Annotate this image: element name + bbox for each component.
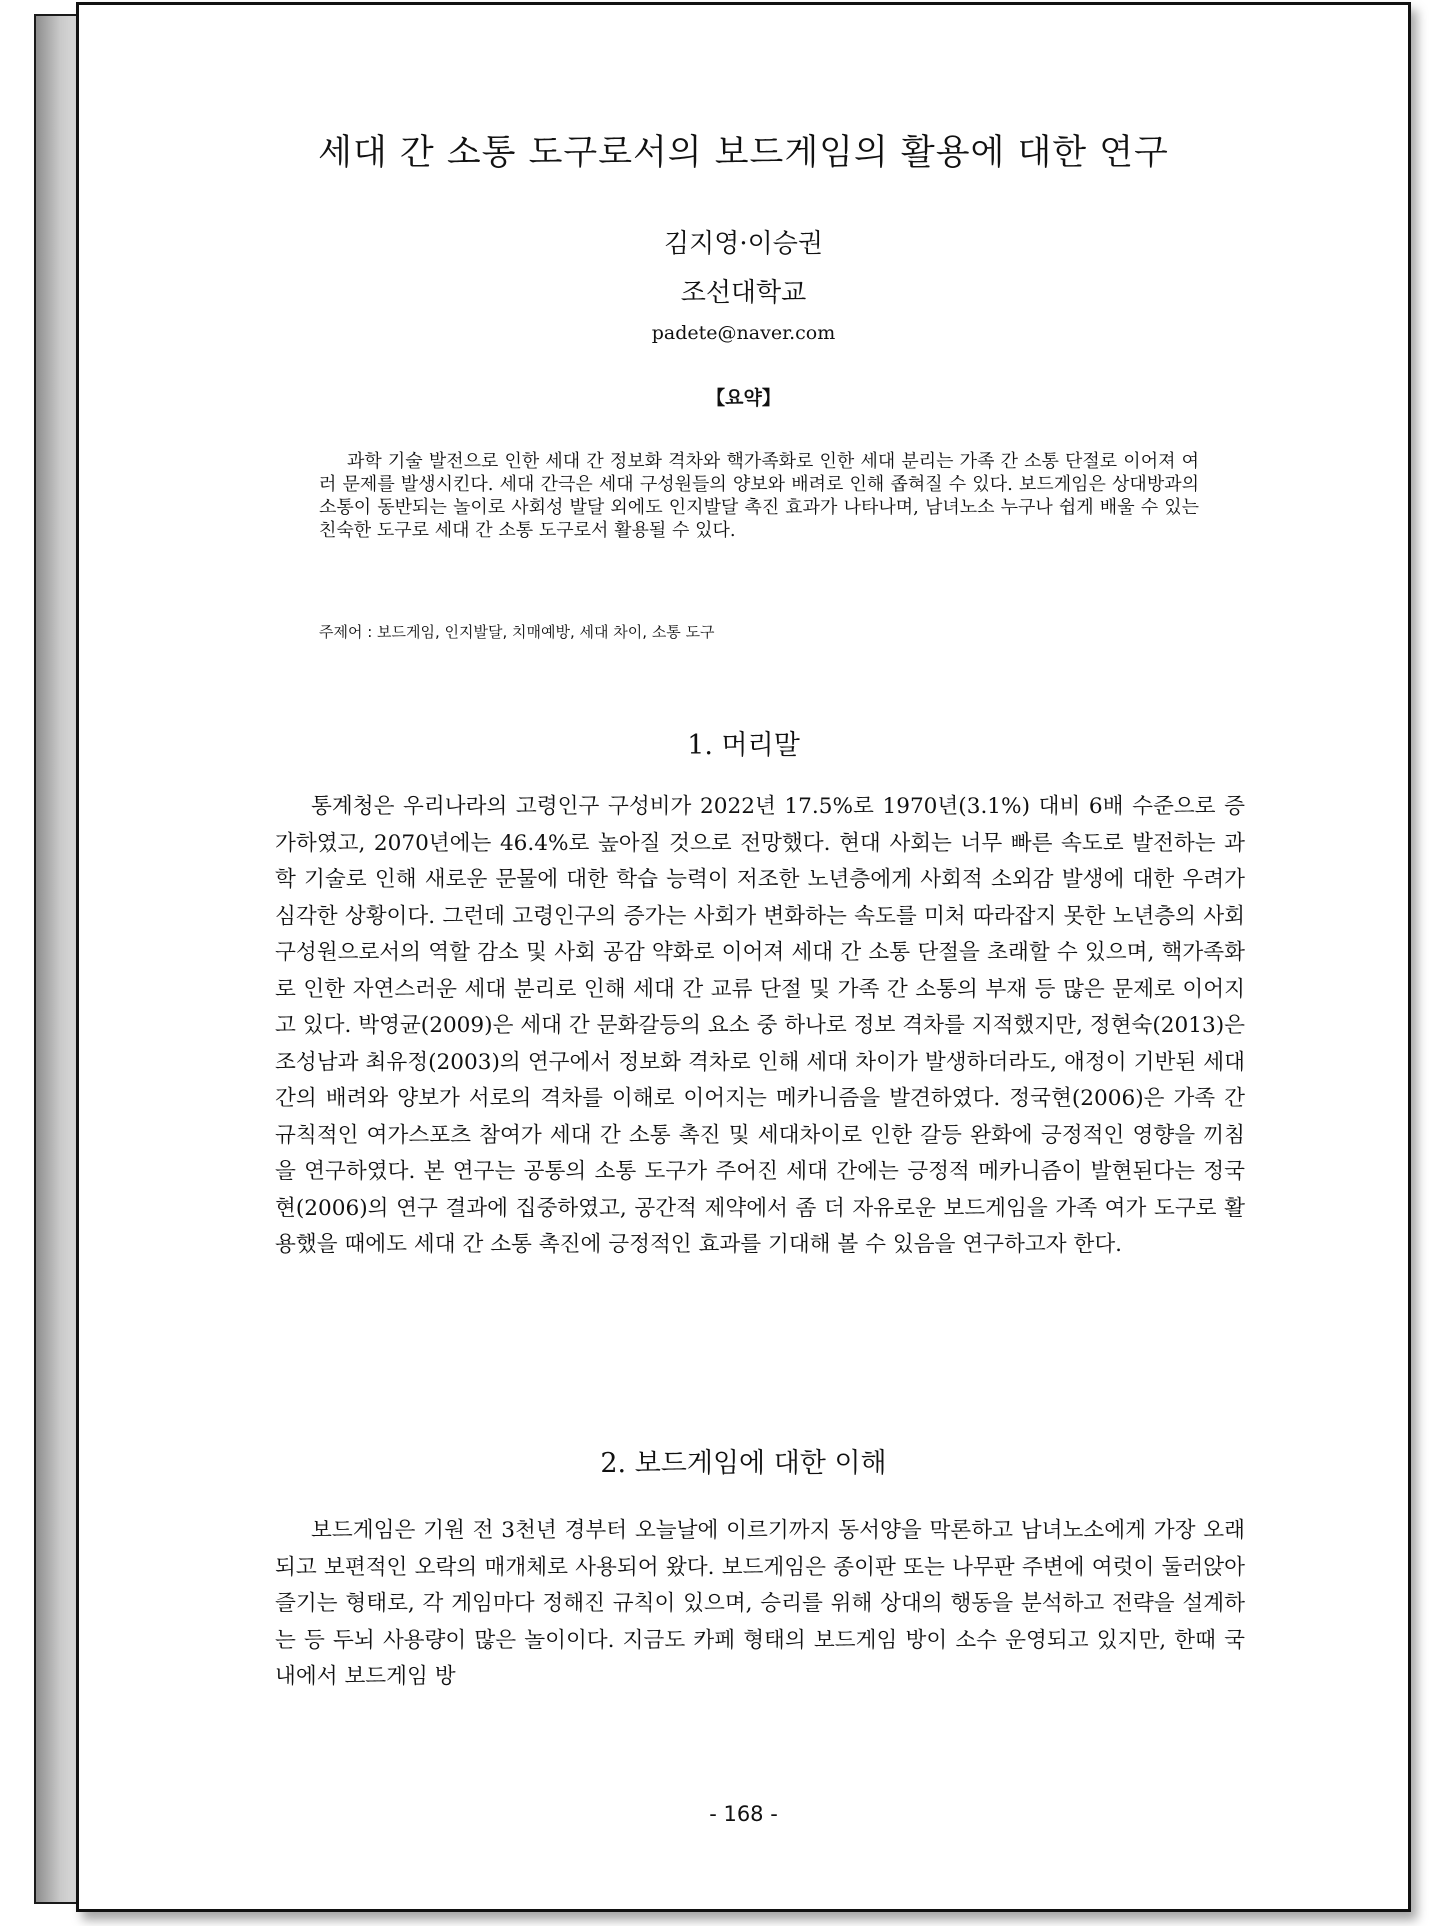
paper-title: 세대 간 소통 도구로서의 보드게임의 활용에 대한 연구 bbox=[318, 133, 1169, 173]
keywords: 주제어 : 보드게임, 인지발달, 치매예방, 세대 차이, 소통 도구 bbox=[319, 623, 715, 641]
paper-page bbox=[76, 2, 1411, 1912]
abstract-text: 과학 기술 발전으로 인한 세대 간 정보화 격차와 핵가족화로 인한 세대 분리는 가족 간 소통 단절로 이어져 여러 문제를 발생시킨다. 세대 간극은 세대 구성원들의 양보와 배려로 인해 좁혀질 수 있다. 보드게임은 상대방과의 소통이 동반되는 놀이로 사회성 발달 외에도 인지발달 촉진 효과가 나타나며, 남녀노소 누구나 쉽게 배울 수 있는 친숙한 도구로 세대 간 소통 도구로서 활용될 수 있다. bbox=[319, 451, 1199, 541]
paper-affiliation: 조선대학교 bbox=[680, 278, 807, 308]
section-body-introduction: 통계청은 우리나라의 고령인구 구성비가 2022년 17.5%로 1970년(3.1%) 대비 6배 수준으로 증가하였고, 2070년에는 46.4%로 높아질 것으로 전망했다. 현대 사회는 너무 빠른 속도로 발전하는 과학 기술로 인해 새로운 문물에 대한 학습 능력이 저조한 노년층에게 사회적 소외감 발생에 대한 우려가 심각한 상황이다. 그런데 고령인구의 증가는 사회가 변화하는 속도를 미처 따라잡지 못한 노년층의 사회 구성원으로서의 역할 감소 및 사회 공감 약화로 이어져 세대 간 소통 단절을 초래할 수 있으며, 핵가족화로 인한 자연스러운 세대 분리로 인해 세대 간 교류 단절 및 가족 간 소통의 부재 등 많은 문제로 이어지고 있다. 박영균(2009)은 세대 간 문화갈등의 요소 중 하나로 정보 격차를 지적했지만, 정현숙(2013)은 조성남과 최유정(2003)의 연구에서 정보화 격차로 인해 세대 차이가 발생하더라도, 애정이 기반된 세대 간의 배려와 양보가 서로의 격차를 이해로 이어지는 메카니즘을 발견하였다. 정국현(2006)은 가족 간 규칙적인 여가스포츠 참여가 세대 간 소통 촉진 및 세대차이로 인한 갈등 완화에 긍정적인 영향을 끼침을 연구하였다. 본 연구는 공통의 소통 도구가 주어진 세대 간에는 긍정적 메카니즘이 발현된다는 정국현(2006)의 연구 결과에 집중하였고, 공간적 제약에서 좀 더 자유로운 보드게임을 가족 여가 도구로 활용했을 때에도 세대 간 소통 촉진에 긍정적인 효과를 기대해 볼 수 있음을 연구하고자 한다. bbox=[275, 794, 1245, 1257]
section-heading-introduction: 1. 머리말 bbox=[687, 730, 800, 761]
abstract-heading: 【요약】 bbox=[706, 387, 781, 409]
section-body-board-games: 보드게임은 기원 전 3천년 경부터 오늘날에 이르기까지 동서양을 막론하고 남녀노소에게 가장 오래되고 보편적인 오락의 매개체로 사용되어 왔다. 보드게임은 종이판 또는 나무판 주변에 여럿이 둘러앉아 즐기는 형태로, 각 게임마다 정해진 규칙이 있으며, 승리를 위해 상대의 행동을 분석하고 전략을 설계하는 등 두뇌 사용량이 많은 놀이이다. 지금도 카페 형태의 보드게임 방이 소수 운영되고 있지만, 한때 국내에서 보드게임 방 bbox=[275, 1518, 1245, 1689]
page-number: - 168 - bbox=[709, 1802, 778, 1826]
book-page-edge bbox=[34, 14, 78, 1904]
paper-authors: 김지영·이승권 bbox=[664, 229, 823, 259]
section-heading-board-games: 2. 보드게임에 대한 이해 bbox=[600, 1448, 887, 1479]
author-email: padete@naver.com bbox=[651, 322, 836, 344]
